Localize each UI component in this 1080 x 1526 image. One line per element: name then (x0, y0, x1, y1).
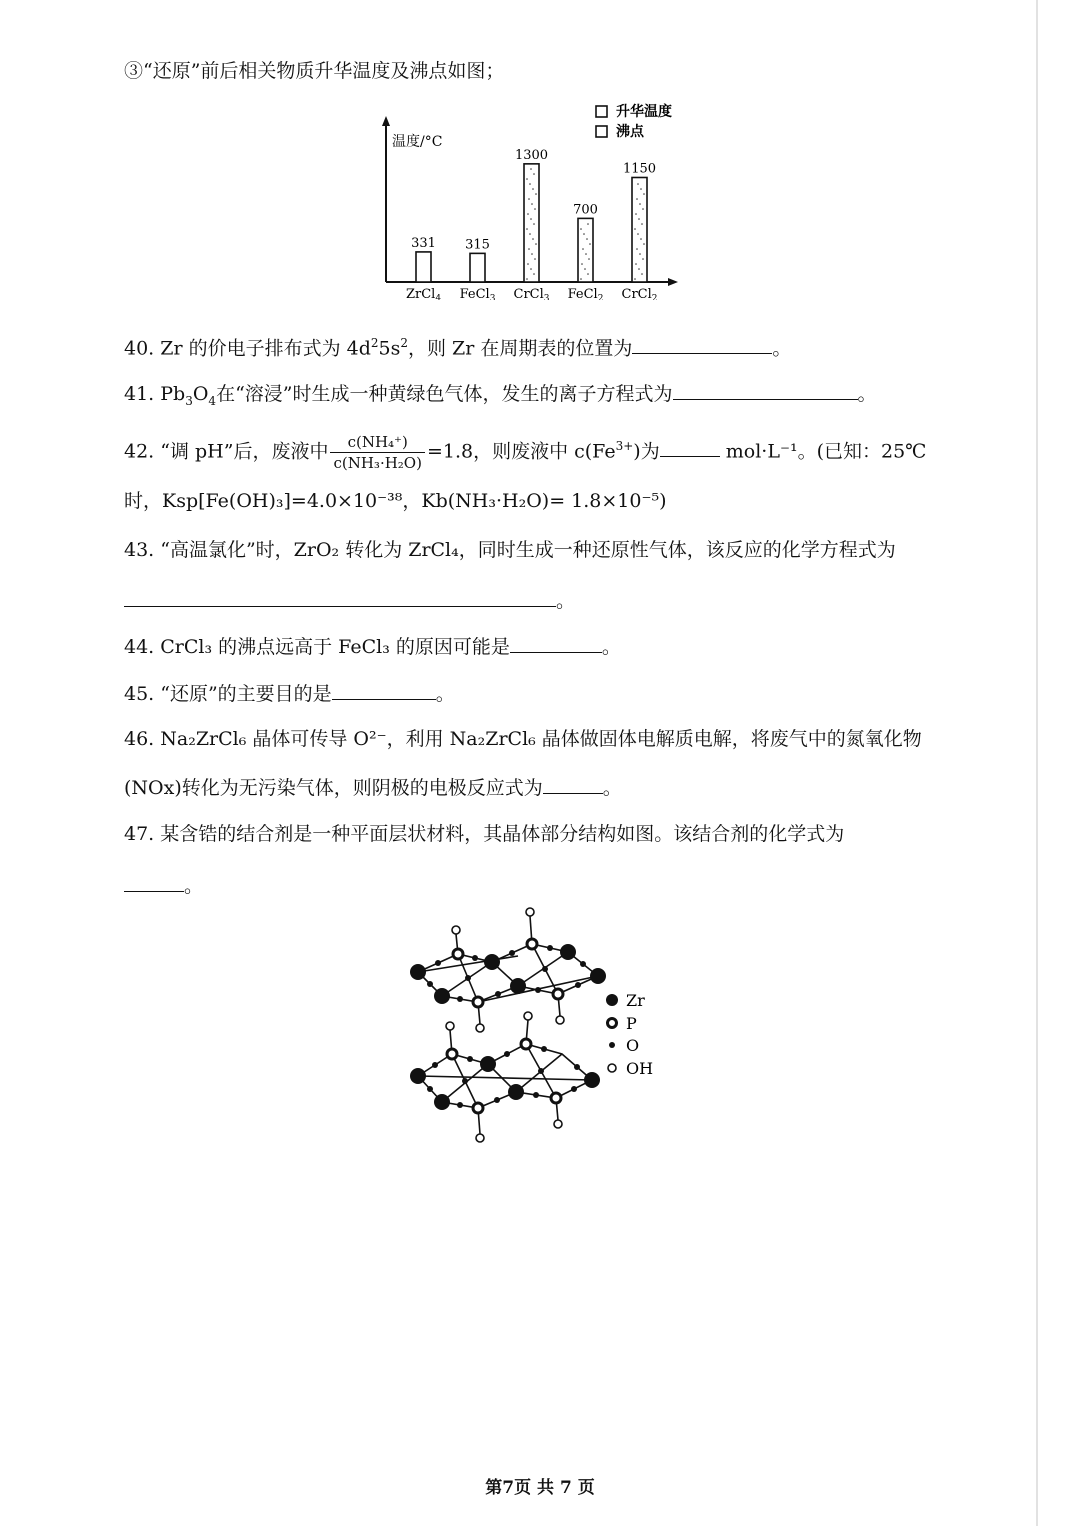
bar-stipple-dot (637, 183, 639, 185)
bar-stipple-dot (535, 243, 537, 245)
bar-stipple-dot (526, 278, 528, 280)
question-44: 44. CrCl₃ 的沸点远高于 FeCl₃ 的原因可能是 。 (124, 632, 621, 660)
legend-oh-label: OH (626, 1059, 654, 1078)
bar-stipple-dot (528, 248, 530, 250)
bar-chart (370, 100, 690, 300)
bar-value-label: 700 (573, 202, 598, 218)
intro-text: ③“还原”前后相关物质升华温度及沸点如图； (124, 60, 505, 82)
y-axis (382, 116, 390, 282)
bar-stipple-dot (636, 198, 638, 200)
bar-stipple-dot (581, 263, 583, 265)
bar-stipple-dot (642, 208, 644, 210)
legend-label-boiling: 沸点 (616, 124, 644, 140)
bar-stipple-dot (532, 238, 534, 240)
bar-stipple-dot (526, 178, 528, 180)
bar-stipple-dot (529, 233, 531, 235)
legend-o-label: O (626, 1036, 640, 1055)
bar-stipple-dot (638, 218, 640, 220)
bar-stipple-dot (636, 248, 638, 250)
legend-swatch-boiling (596, 126, 607, 137)
category-tick-label: CrCl$_2$ (621, 287, 658, 300)
question-47-answer-line: 。 (124, 871, 203, 899)
bar-value-label: 315 (465, 237, 490, 253)
bar-stipple-dot (533, 173, 535, 175)
bar-stipple-dot (641, 223, 643, 225)
question-43: 43. “高温氯化”时，ZrO₂ 转化为 ZrCl₄，同时生成一种还原性气体，该反应的化学方程式为 (124, 539, 896, 561)
answer-blank-44[interactable] (510, 632, 602, 653)
bar-stipple-dot (533, 273, 535, 275)
answer-blank-46[interactable] (543, 773, 603, 794)
question-42: 42. “调 pH”后，废液中 $\frac{\text{c(NH₄⁺)}}{\text{c(NH₃·H₂O)}}$ =1.8，则废液中 $c(Fe^{3+})$为 mol·L⁻¹。(已知：25℃ (124, 432, 927, 472)
bar-stipple-dot (530, 218, 532, 220)
bar-stipple-dot (582, 248, 584, 250)
bar-stipple-dot (588, 258, 590, 260)
bar-stipple-dot (634, 278, 636, 280)
answer-blank-45[interactable] (332, 679, 436, 700)
category-tick-label: CrCl$_3$ (513, 287, 550, 300)
bar-stipple-dot (583, 233, 585, 235)
bar-stipple-dot (586, 238, 588, 240)
bar-stipple-dot (531, 203, 533, 205)
bar-stipple-dot (527, 263, 529, 265)
bars-group (406, 148, 658, 300)
bar-stipple-dot (643, 243, 645, 245)
question-45: 45. “还原”的主要目的是 。 (124, 679, 455, 707)
answer-blank-47[interactable] (124, 871, 184, 892)
bar-crcl2 (632, 177, 647, 282)
bar-stipple-dot (635, 213, 637, 215)
bar-stipple-dot (634, 228, 636, 230)
bar-stipple-dot (531, 253, 533, 255)
bar-value-label: 1300 (514, 147, 549, 163)
bar-stipple-dot (643, 193, 645, 195)
answer-blank-40[interactable] (632, 333, 772, 354)
bar-stipple-dot (533, 223, 535, 225)
question-40: 40. Zr 的价电子排布式为 $4d^25s^2$，则 Zr 在周期表的位置为 。 (124, 330, 791, 361)
category-tick-label: FeCl$_2$ (567, 287, 604, 300)
bar-stipple-dot (637, 233, 639, 235)
crystal-legend (606, 991, 653, 1078)
bar-stipple-dot (535, 193, 537, 195)
page-footer: 第7页 共 7 页 (485, 1478, 595, 1498)
bar-fecl3 (470, 253, 485, 282)
bar-stipple-dot (642, 258, 644, 260)
bar-stipple-dot (529, 183, 531, 185)
crystal-structure-diagram (400, 905, 690, 1145)
bar-stipple-dot (585, 253, 587, 255)
question-43-answer-line: 。 (124, 586, 575, 614)
bar-value-label: 1150 (622, 161, 657, 177)
answer-blank-43[interactable] (124, 586, 556, 607)
bar-stipple-dot (640, 188, 642, 190)
oh-groups (446, 908, 564, 1142)
bar-stipple-dot (528, 198, 530, 200)
bar-stipple-dot (589, 243, 591, 245)
bar-value-label: 331 (411, 235, 436, 251)
bar-stipple-dot (587, 223, 589, 225)
bar-stipple-dot (530, 268, 532, 270)
bar-stipple-dot (640, 238, 642, 240)
legend-oh-marker (608, 1064, 616, 1072)
bar-stipple-dot (639, 253, 641, 255)
legend-swatch-sublimation (596, 106, 607, 117)
legend (596, 103, 672, 140)
bar-fecl2 (578, 218, 593, 282)
bar-stipple-dot (534, 208, 536, 210)
question-46-line2: (NOx)转化为无污染气体，则阴极的电极反应式为 。 (124, 773, 622, 801)
question-46: 46. Na₂ZrCl₆ 晶体可传导 O²⁻，利用 Na₂ZrCl₆ 晶体做固体电解质电解，将废气中的氮氧化物 (124, 728, 922, 750)
legend-label-sublimation: 升华温度 (616, 104, 672, 120)
bar-stipple-dot (639, 203, 641, 205)
page-edge (1036, 0, 1038, 1526)
bar-stipple-dot (580, 278, 582, 280)
bar-stipple-dot (638, 268, 640, 270)
question-42-constants: 时，Ksp[Fe(OH)₃]=4.0×10⁻³⁸，Kb(NH₃·H₂O)= 1.8×10⁻⁵) (124, 490, 667, 512)
category-tick-label: ZrCl$_4$ (405, 287, 442, 300)
bar-stipple-dot (532, 188, 534, 190)
bar-stipple-dot (635, 263, 637, 265)
category-tick-label: FeCl$_3$ (459, 287, 496, 300)
bar-stipple-dot (580, 228, 582, 230)
bar-crcl3 (524, 164, 539, 282)
legend-zr-label: Zr (626, 991, 645, 1010)
bar-stipple-dot (534, 258, 536, 260)
y-axis-label: 温度/°C (392, 134, 443, 150)
bar-stipple-dot (641, 273, 643, 275)
bar-stipple-dot (584, 268, 586, 270)
bar-stipple-dot (587, 273, 589, 275)
legend-zr-marker (606, 994, 618, 1006)
answer-blank-41[interactable] (673, 379, 858, 400)
question-47: 47. 某含锆的结合剂是一种平面层状材料，其晶体部分结构如图。该结合剂的化学式为 (124, 823, 845, 845)
bar-stipple-dot (530, 168, 532, 170)
legend-p-label: P (626, 1014, 637, 1033)
answer-blank-42[interactable] (660, 436, 720, 457)
legend-p-marker (608, 1019, 617, 1028)
question-41: 41. $Pb_3O_4$在“溶浸”时生成一种黄绿色气体，发生的离子方程式为 。 (124, 379, 877, 414)
concentration-fraction: $\frac{\text{c(NH₄⁺)}}{\text{c(NH₃·H₂O)}}$ (330, 432, 424, 473)
bar-stipple-dot (526, 228, 528, 230)
bar-zrcl4 (416, 252, 431, 282)
legend-o-marker (609, 1042, 615, 1048)
bar-stipple-dot (527, 213, 529, 215)
